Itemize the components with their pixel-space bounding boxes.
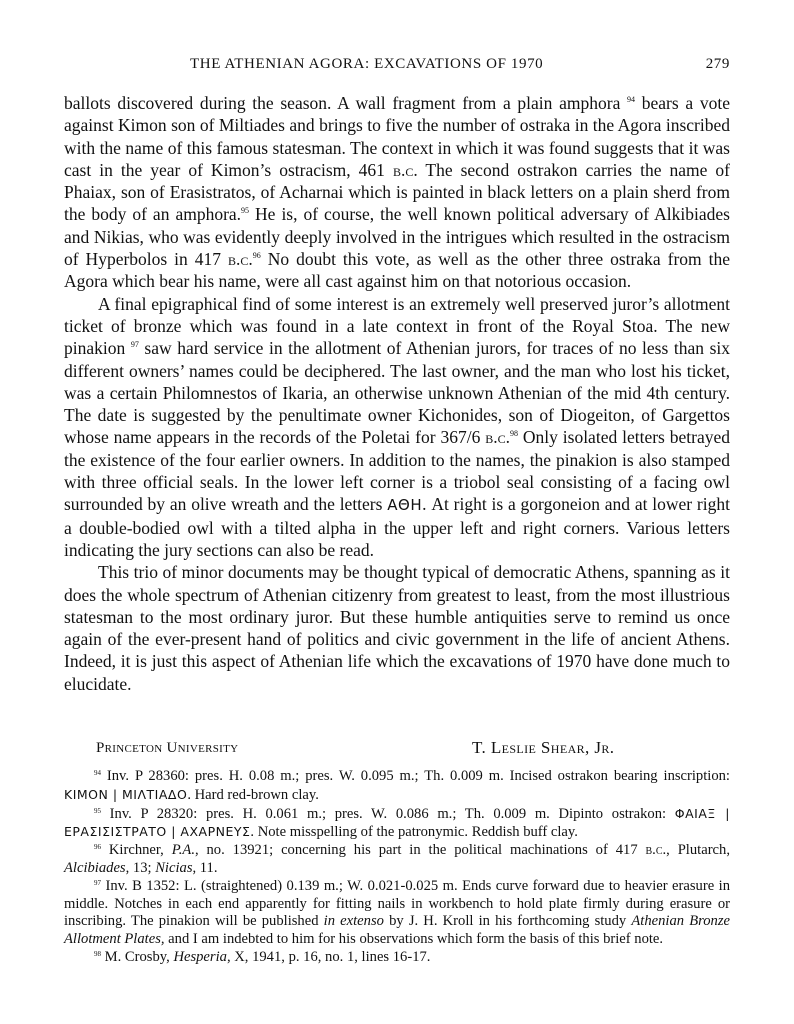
text-run: . Note misspelling of the patronymic. Reddish buff clay. xyxy=(250,824,578,841)
italic-run: Alcibiades xyxy=(64,859,126,876)
text-run: Inv. B 1352: L. (straightened) 0.139 m.; W. 0.021-0.025 m. Ends curve forward due to heavier erasure in middle. Notches in each end apparently for fitting nails in workbench to hold plate firmly during erasure or inscribing. The pinakion will be published xyxy=(64,877,730,930)
text-run: Only isolated letters betrayed the existence of the four earlier owners. In addition to the names, the pinakion is also stamped with three official seals. In the lower left corner is a triobol seal consisting of a facing owl surrounded by an olive wreath and the letters xyxy=(64,427,730,515)
text-run: ballots discovered during the season. A wall fragment from a plain amphora xyxy=(64,93,628,113)
text-run: , 11. xyxy=(192,859,218,876)
footnote-number: 96 xyxy=(94,843,101,852)
footnote-ref-97[interactable]: 97 xyxy=(130,340,139,350)
text-run: A final epigraphical find of some interest is an extremely well preserved juror’s allotment ticket of bronze which was found in a late context in front of the Royal Stoa. The new pinakion xyxy=(64,293,730,359)
text-run: saw hard service in the allotment of Athenian jurors, for traces of no less than six different owners’ names could be deciphered. The last owner, and the man who lost his ticket, was a certain Philomnestos of Ikaria, an otherwise unknown Athenian of the mid 4th century. The date is suggested by the penultimate owner Kichonides, son of Diogeiton, of Gargettos whose name appears in the records of the Poletai for 367/6 xyxy=(64,338,731,448)
text-run: M. Crosby, xyxy=(101,948,174,965)
italic-run: in extenso xyxy=(323,913,384,930)
text-run: Kirchner, xyxy=(101,842,172,859)
footnotes xyxy=(64,768,730,967)
text-run: The second ostrakon carries the name of Phaiax, son of Erasistratos, of Acharnai which is painted in black letters on a plain sherd from the body of an amphora. xyxy=(64,159,730,225)
text-run: Inv. P 28320: pres. H. 0.061 m.; pres. W. 0.086 m.; Th. 0.009 m. Dipinto ostrakon: xyxy=(101,805,675,822)
signature-block xyxy=(64,738,730,762)
footnote-96 xyxy=(64,842,730,878)
greek-inscription: ΚΙΜΟΝ | ΜΙΛΤΙΑΔΟ xyxy=(64,786,188,802)
greek-inscription: ΦΑΙΑΞ | ΕΡΑΣΙΣΙΣΤΡΑΤΟ | ΑΧΑΡΝΕΥΣ xyxy=(64,805,731,840)
era-abbrev: b.c. xyxy=(645,842,667,859)
text-run: He is, of course, the well known political adversary of Alkibiades and Nikias, who was evidently deeply involved in the intrigues which resulted in the ostracism of Hyperbolos in 417 xyxy=(64,204,730,270)
era-abbrev: b.c. xyxy=(392,159,418,180)
text-run: Inv. P 28360: pres. H. 0.08 m.; pres. W. 0.095 m.; Th. 0.009 m. Incised ostrakon bearing inscription: xyxy=(101,768,730,784)
text-run: , X, 1941, p. 16, no. 1, lines 16-17. xyxy=(226,948,431,965)
footnote-97 xyxy=(64,878,730,949)
body-text xyxy=(64,92,730,695)
text-run: . Hard red-brown clay. xyxy=(187,786,319,803)
footnote-number: 97 xyxy=(94,878,101,887)
institution: Princeton University xyxy=(96,740,239,756)
running-title: THE ATHENIAN AGORA: EXCAVATIONS OF 1970 xyxy=(190,56,544,72)
footnote-94 xyxy=(64,768,730,805)
text-run: No doubt this vote, as well as the other three ostraka from the Agora which bear his name, were all cast against him on that notorious occasion. xyxy=(64,249,730,292)
footnote-ref-94[interactable]: 94 xyxy=(627,95,636,104)
era-abbrev: b.c. xyxy=(228,249,253,270)
era-abbrev: b.c. xyxy=(485,427,510,448)
text-run: and I am indebted to him for his observations which form the basis of this brief note. xyxy=(164,931,664,948)
italic-run: Athenian Bronze Allotment Plates, xyxy=(64,913,731,948)
footnote-ref-98[interactable]: 98 xyxy=(509,429,518,439)
running-header xyxy=(64,56,730,78)
italic-run: Nicias xyxy=(155,859,193,876)
paragraph-ostraka xyxy=(64,92,730,293)
page-number: 279 xyxy=(705,56,730,72)
text-run: . At right is a gorgoneion and at lower right a double-bodied owl with a tilted alpha in the upper left and right corners. Various letters indicating the jury sections can also be read. xyxy=(64,494,730,560)
text-run: bears a vote against Kimon son of Miltiades and brings to five the number of ostraka in the Agora inscribed with the name of this famous statesman. The context in which it was found suggests that it was cast in the year of Kimon’s ostracism, 461 xyxy=(64,93,730,180)
italic-run: Hesperia xyxy=(173,948,227,965)
paragraph-pinakion xyxy=(64,293,730,562)
footnote-number: 98 xyxy=(94,949,101,958)
paragraph-conclusion: This trio of minor documents may be thought typical of democratic Athens, spanning as it does the whole spectrum of Athenian citizenry from greatest to least, from the most illustrious statesman to the most ordinary juror. But these humble antiquities serve to remind us once again of the ever-present hand of politics and civic government in the life of ancient Athens. Indeed, it is just this aspect of Athenian life which the excavations of 1970 have done much to elucidate. xyxy=(64,562,730,694)
footnote-95 xyxy=(64,805,730,843)
footnote-ref-96[interactable]: 96 xyxy=(252,251,261,261)
footnote-ref-95[interactable]: 95 xyxy=(241,206,250,216)
greek-letters: ΑΘΗ xyxy=(387,496,423,515)
footnote-98 xyxy=(64,949,730,967)
footnote-number: 94 xyxy=(94,769,101,777)
text-run: , Plutarch, xyxy=(666,842,730,859)
text-run: by J. H. Kroll in his forthcoming study xyxy=(383,913,632,930)
text-run: , no. 13921; concerning his part in the political machinations of 417 xyxy=(194,842,646,859)
author-name: T. Leslie Shear, Jr. xyxy=(472,738,615,757)
italic-run: P.A. xyxy=(171,842,195,859)
text-run: , 13; xyxy=(125,859,156,876)
footnote-number: 95 xyxy=(94,806,101,815)
